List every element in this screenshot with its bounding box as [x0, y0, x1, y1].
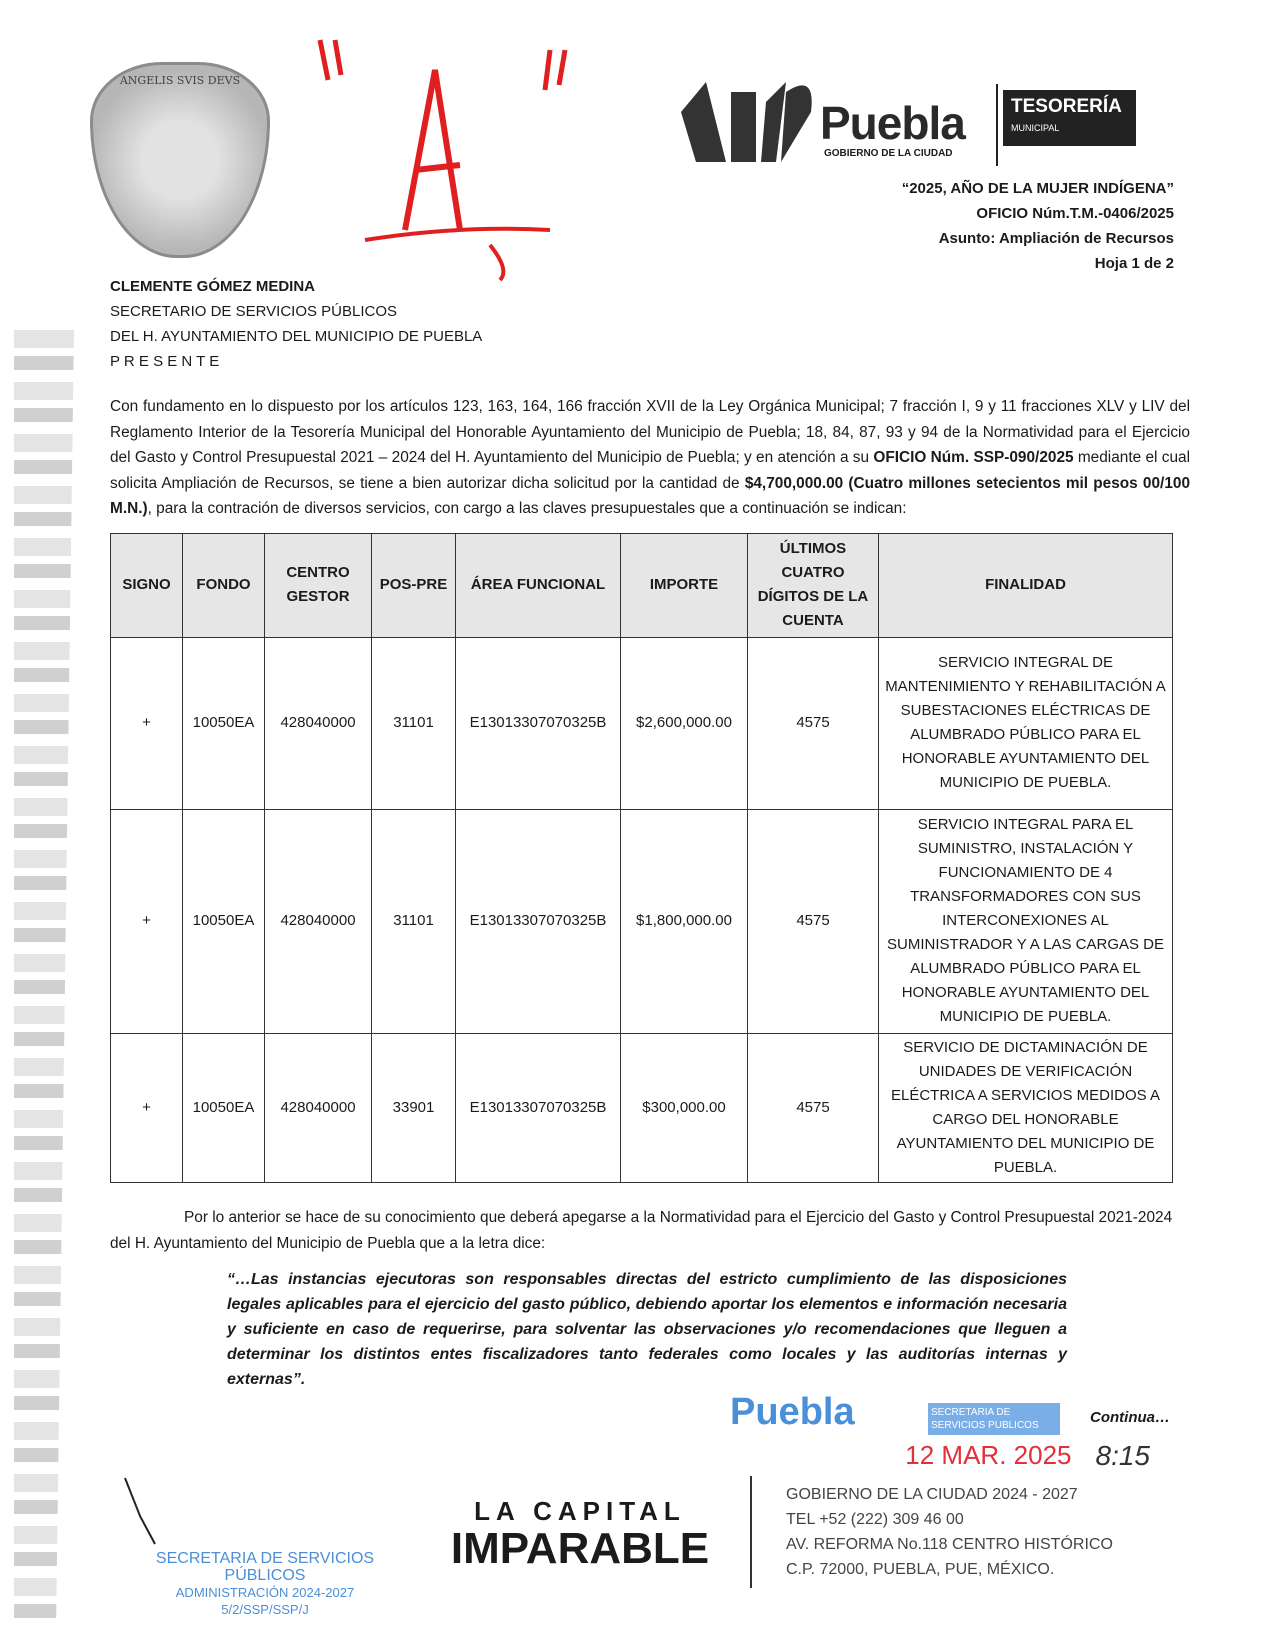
municipal-seal: [90, 62, 270, 258]
request-ref: OFICIO Núm. SSP-090/2025: [873, 449, 1074, 466]
table-cell: SERVICIO INTEGRAL PARA EL SUMINISTRO, INSTALACIÓN Y FUNCIONAMIENTO DE 4 TRANSFORMADORES CON SUS INTERCONEXIONES AL SUMINISTRADOR Y A LAS CARGAS DE ALUMBRADO PÚBLICO PARA EL HONORABLE AYUNTAMIENTO DEL MUNICIPIO DE PUEBLA.: [879, 809, 1173, 1033]
body-text: mediante el cual solicita Ampliación de Recursos, se tiene a bien autorizar dicha solicitud por la cantidad de: [110, 449, 1190, 492]
logo-name: Puebla: [820, 97, 965, 149]
signature-mark: [120, 1476, 170, 1546]
table-cell: 428040000: [265, 1033, 372, 1182]
column-header: IMPORTE: [621, 533, 748, 637]
letter-body: [110, 274, 1190, 1618]
body-paragraph: [110, 394, 1190, 522]
column-header: POS-PRE: [372, 533, 456, 637]
table-cell: 10050EA: [183, 1033, 265, 1182]
footer-slogan: [410, 1476, 750, 1571]
paragraph-2: Por lo anterior se hace de su conocimiento que deberá apegarse a la Normatividad para el Ejercicio del Gasto y Control Presupuestal 2021-2024 del H. Ayuntamiento del Municipio de Puebla que a la letra dice:: [110, 1208, 1173, 1252]
body-text: , para la contración de diversos servicios, con cargo a las claves presupuestales que a continuación se indican:: [147, 500, 907, 517]
table-cell: 31101: [372, 637, 456, 809]
handwritten-a-mark: [310, 30, 570, 290]
table-cell: 4575: [748, 637, 879, 809]
slogan-line-2: IMPARABLE: [450, 1523, 710, 1573]
budget-table: [110, 533, 1173, 1183]
oficio-number: OFICIO Núm.T.M.-0406/2025: [976, 205, 1174, 222]
column-header: FONDO: [183, 533, 265, 637]
body-text: Con fundamento en lo dispuesto por los artículos 123, 163, 164, 166 fracción XVII de la Ley Orgánica Municipal; 7 fracción I, 9 y 11 fracciones XLV y LIV del Reglamento Interior de la Tesorería Municipal del Honorable Ayuntamiento del Municipio de Puebla; 18, 84, 87, 93 y 94 de la Normatividad para el Ejercicio del Gasto y Control Presupuestal 2021 – 2024 del H. Ayuntamiento del Municipio de Puebla; y en atención a su: [110, 398, 1190, 466]
footer-divider: [750, 1476, 752, 1588]
table-cell: 10050EA: [183, 637, 265, 809]
logo-subtitle: GOBIERNO DE LA CIUDAD: [824, 148, 953, 159]
table-cell: +: [111, 637, 183, 809]
stamp-row: [110, 1390, 1190, 1440]
footer-address: [786, 1476, 1113, 1582]
footer-line: C.P. 72000, PUEBLA, PUE, MÉXICO.: [786, 1560, 1055, 1578]
table-header-row: [111, 533, 1173, 637]
footer-line: AV. REFORMA No.118 CENTRO HISTÓRICO: [786, 1535, 1113, 1553]
dept-name: TESORERÍA: [1011, 96, 1122, 117]
tesoreria-badge: [1003, 90, 1136, 146]
column-header: ÁREA FUNCIONAL: [456, 533, 621, 637]
year-motto: “2025, AÑO DE LA MUJER INDÍGENA”: [901, 180, 1174, 197]
table-row: [111, 637, 1173, 809]
puebla-logo-icon: [676, 72, 816, 164]
subject: Asunto: Ampliación de Recursos: [938, 230, 1174, 247]
stamp-dept: SECRETARIA DE SERVICIOS PUBLICOS: [928, 1403, 1060, 1435]
table-cell: SERVICIO DE DICTAMINACIÓN DE UNIDADES DE VERIFICACIÓN ELÉCTRICA A SERVICIOS MEDIDOS A CARGO DEL HONORABLE AYUNTAMIENTO DEL MUNICIPIO DE PUEBLA.: [879, 1033, 1173, 1182]
column-header: CENTRO GESTOR: [265, 533, 372, 637]
column-header: ÚLTIMOS CUATRO DÍGITOS DE LA CUENTA: [748, 533, 879, 637]
table-cell: 33901: [372, 1033, 456, 1182]
document-header: [902, 176, 1174, 276]
table-row: [111, 809, 1173, 1033]
table-cell: 31101: [372, 809, 456, 1033]
decorative-border: [14, 330, 74, 1630]
continues-label: Continua…: [1090, 1409, 1170, 1426]
table-cell: E13013307070325B: [456, 1033, 621, 1182]
column-header: SIGNO: [111, 533, 183, 637]
authorized-amount: $4,700,000.00 (Cuatro millones setecientos mil pesos 00/100 M.N.): [110, 474, 1190, 517]
regulation-quote: “…Las instancias ejecutoras son responsables directas del estricto cumplimiento de las disposiciones legales aplicables para el ejercicio del gasto público, debiendo aportar los elementos e información necesaria y suficiente en caso de requerirse, para solventar las observaciones y/o recomendaciones que lleguen a determinar los distintos entes fiscalizadores tanto federales como locales y las auditorías internas y externas”.: [227, 1270, 1067, 1388]
table-cell: E13013307070325B: [456, 637, 621, 809]
dept-sub: MUNICIPAL: [1011, 123, 1060, 133]
table-row: [111, 1033, 1173, 1182]
stamp-logo: Puebla: [730, 1390, 855, 1433]
ssp-stamp: [120, 1550, 410, 1618]
table-cell: 428040000: [265, 637, 372, 809]
table-cell: $300,000.00: [621, 1033, 748, 1182]
table-cell: 4575: [748, 809, 879, 1033]
footer-phone: TEL +52 (222) 309 46 00: [786, 1510, 964, 1528]
table-cell: E13013307070325B: [456, 809, 621, 1033]
presente: P R E S E N T E: [110, 353, 220, 370]
seal-text: ANGELIS SVIS DEVS: [119, 74, 241, 87]
table-cell: 428040000: [265, 809, 372, 1033]
received-stamp: [730, 1390, 1070, 1439]
received-date-stamp: 12 MAR. 2025: [905, 1440, 1072, 1470]
footer-line: GOBIERNO DE LA CIUDAD 2024 - 2027: [786, 1485, 1078, 1503]
table-cell: 10050EA: [183, 809, 265, 1033]
table-cell: +: [111, 1033, 183, 1182]
addressee-name: CLEMENTE GÓMEZ MEDINA: [110, 278, 315, 295]
column-header: FINALIDAD: [879, 533, 1173, 637]
table-cell: 4575: [748, 1033, 879, 1182]
handwritten-time: 8:15: [1095, 1439, 1150, 1471]
footer: [110, 1476, 1190, 1618]
addressee-title-2: DEL H. AYUNTAMIENTO DEL MUNICIPIO DE PUEBLA: [110, 328, 483, 345]
table-cell: SERVICIO INTEGRAL DE MANTENIMIENTO Y REHABILITACIÓN A SUBESTACIONES ELÉCTRICAS DE ALUMBRADO PÚBLICO PARA EL HONORABLE AYUNTAMIENTO DEL MUNICIPIO DE PUEBLA.: [879, 637, 1173, 809]
ssp-name: SECRETARIA DE SERVICIOS PÚBLICOS: [155, 1549, 375, 1584]
addressee-title: SECRETARIO DE SERVICIOS PÚBLICOS: [110, 303, 398, 320]
page-number: Hoja 1 de 2: [1094, 255, 1174, 272]
date-row: [110, 1440, 1190, 1472]
table-cell: +: [111, 809, 183, 1033]
footer-left: [110, 1476, 410, 1618]
ssp-ref: 5/2/SSP/SSP/J: [221, 1601, 309, 1617]
table-cell: $1,800,000.00: [621, 809, 748, 1033]
table-cell: $2,600,000.00: [621, 637, 748, 809]
ssp-admin: ADMINISTRACIÓN 2024-2027: [175, 1584, 355, 1600]
addressee: [110, 274, 1190, 374]
slogan-line-1: LA CAPITAL: [474, 1495, 686, 1526]
logo-divider: [996, 84, 998, 166]
